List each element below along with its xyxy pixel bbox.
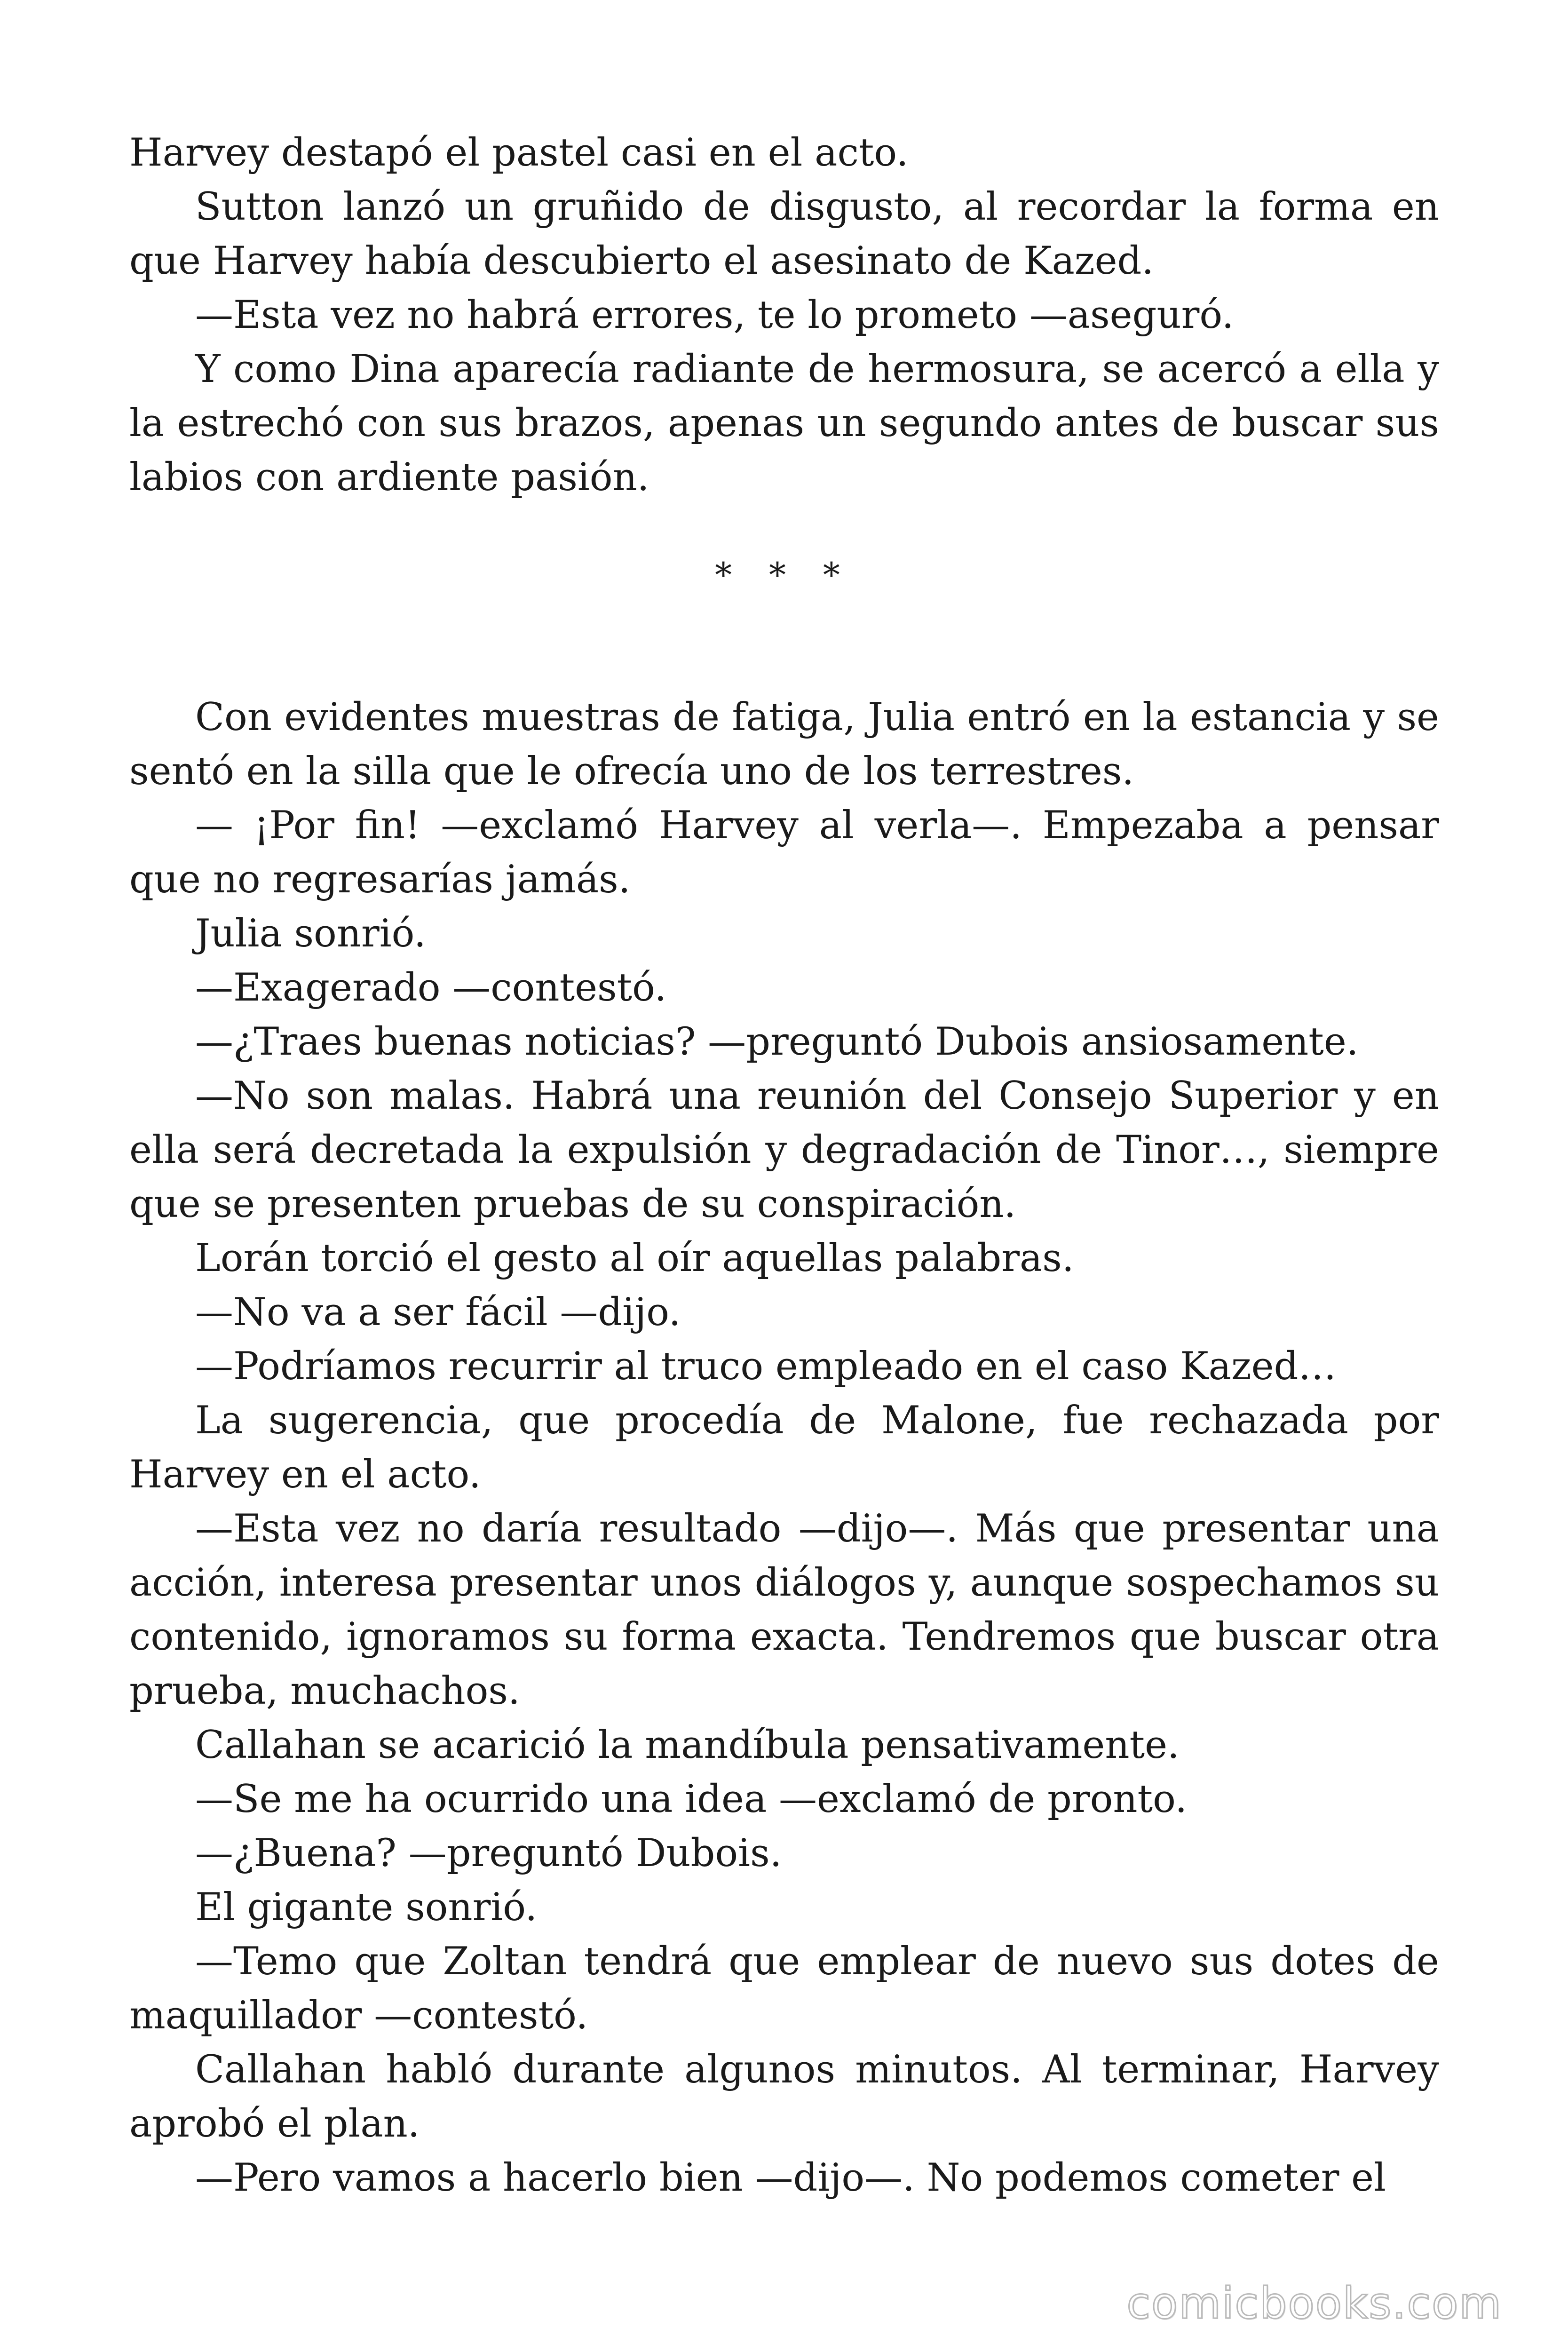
paragraph: Lorán torció el gesto al oír aquellas palabras. [195,1236,1074,1280]
paragraph: —Exagerado —contestó. [195,966,667,1010]
paragraph: Harvey destapó el pastel casi en el acto. [129,131,909,175]
paragraph: —Esta vez no habrá errores, te lo prometo —aseguró. [195,293,1234,337]
paragraph: —Podríamos recurrir al truco empleado en el caso Kazed… [195,1344,1337,1389]
paragraph: —Pero vamos a hacerlo bien —dijo—. No podemos cometer el [195,2156,1386,2200]
scene-break: * * * [715,555,853,595]
paragraph: —¿Buena? —preguntó Dubois. [195,1831,782,1875]
paragraph: Con evidentes muestras de fatiga, Julia entró en la estancia y se sentó en la silla que le ofrecía uno de los terrestres. [129,695,1439,794]
paragraph: El gigante sonrió. [195,1885,538,1930]
watermark: comicbooks.com [1126,2278,1502,2328]
paragraph: —Esta vez no daría resultado —dijo—. Más que presentar una acción, interesa presentar unos diálogos y, aunque sospechamos su contenido, ignoramos su forma exacta. Tendremos que buscar otra prueba, muchachos. [129,1507,1439,1713]
paragraph: —No va a ser fácil —dijo. [195,1290,681,1335]
paragraph: —No son malas. Habrá una reunión del Consejo Superior y en ella será decretada la expulsión y degradación de Tinor…, siempre que se presenten pruebas de su conspiración. [129,1074,1439,1226]
paragraph: Y como Dina aparecía radiante de hermosura, se acercó a ella y la estrechó con sus brazos, apenas un segundo antes de buscar sus labios con ardiente pasión. [129,347,1439,500]
paragraph: Callahan habló durante algunos minutos. Al terminar, Harvey aprobó el plan. [129,2048,1439,2146]
text-block-top [129,126,1439,505]
text-block-main [129,691,1439,2205]
paragraph: — ¡Por fin! —exclamó Harvey al verla—. Empezaba a pensar que no regresarías jamás. [129,803,1439,902]
paragraph: Julia sonrió. [195,912,426,956]
paragraph: —Temo que Zoltan tendrá que emplear de nuevo sus dotes de maquillador —contestó. [129,1939,1439,2038]
paragraph: —¿Traes buenas noticias? —preguntó Dubois ansiosamente. [195,1020,1359,1064]
paragraph: Sutton lanzó un gruñido de disgusto, al recordar la forma en que Harvey había descubierto el asesinato de Kazed. [129,185,1439,283]
paragraph: La sugerencia, que procedía de Malone, fue rechazada por Harvey en el acto. [129,1398,1439,1497]
paragraph: Callahan se acarició la mandíbula pensativamente. [195,1723,1180,1767]
paragraph: —Se me ha ocurrido una idea —exclamó de pronto. [195,1777,1188,1821]
